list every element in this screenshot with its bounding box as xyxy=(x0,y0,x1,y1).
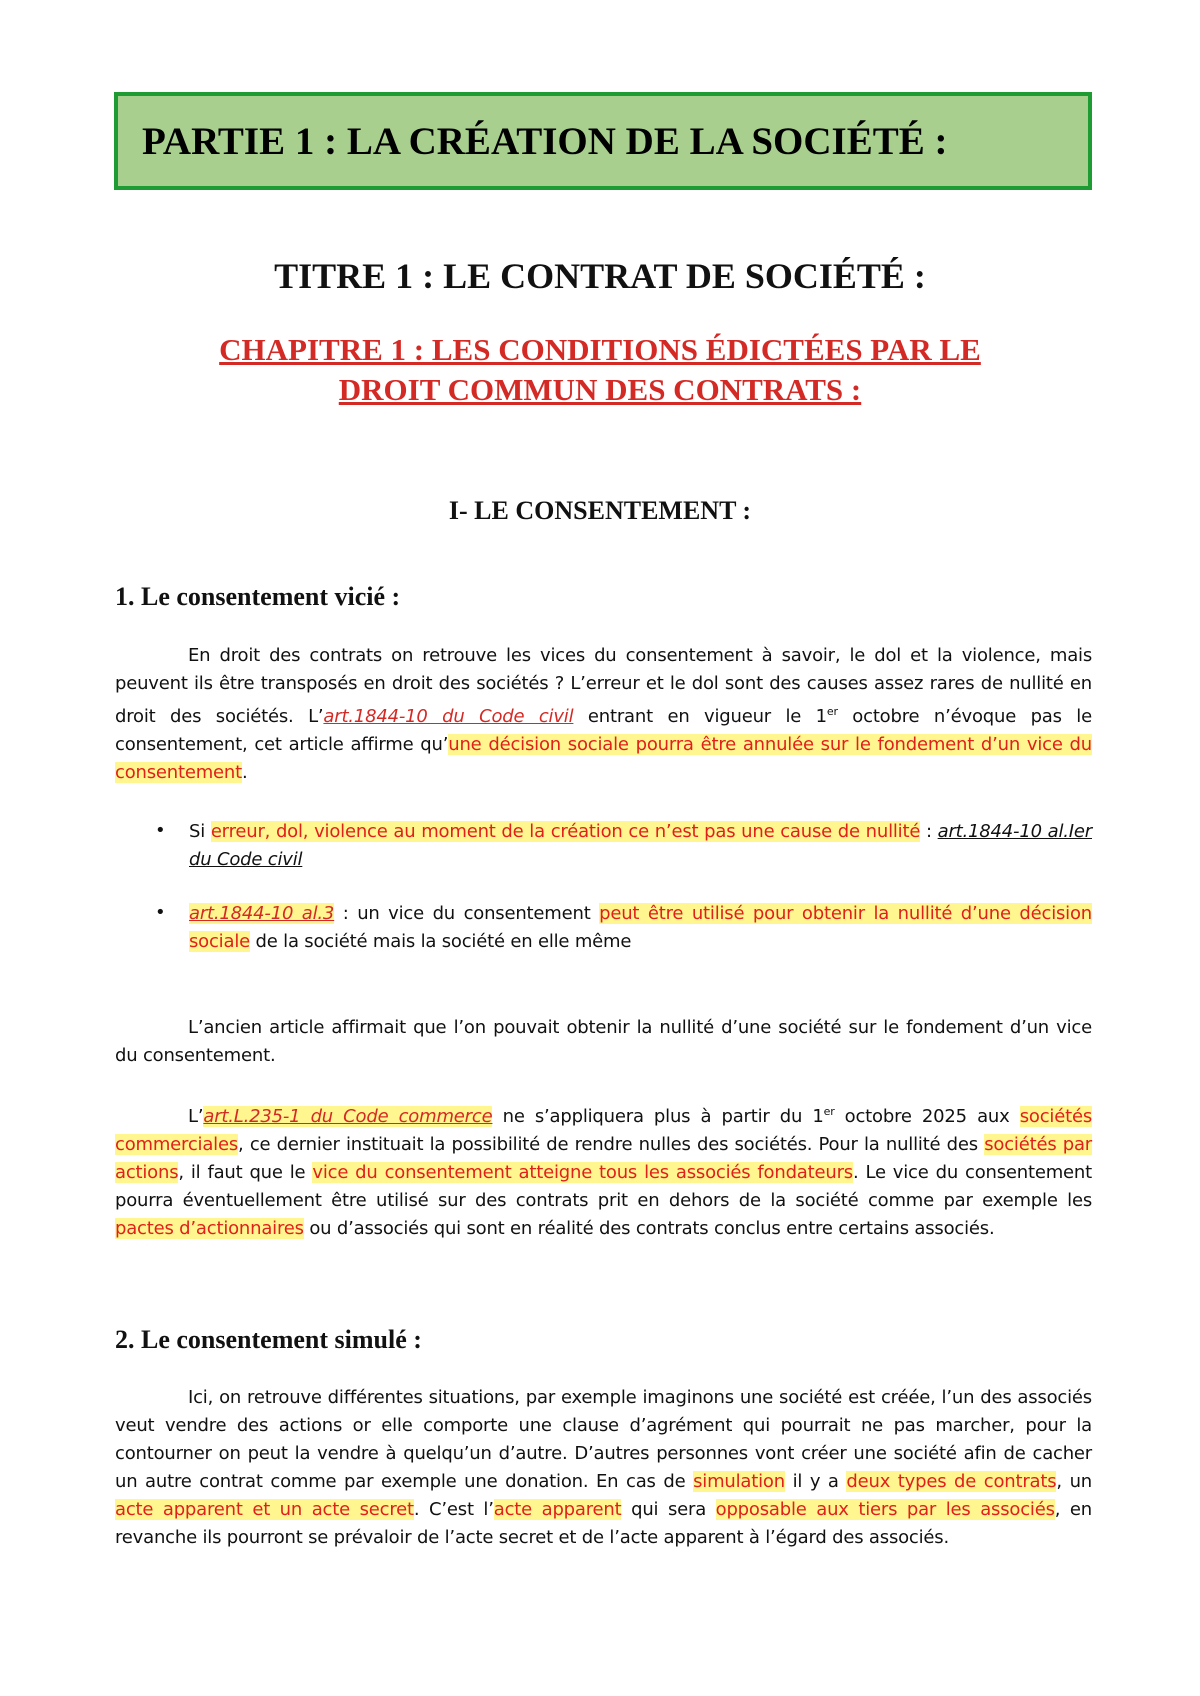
highlight: peut être utilisé pour obtenir la nullité d’une décision sociale xyxy=(189,903,1092,952)
chapitre-line-2: DROIT COMMUN DES CONTRATS : xyxy=(338,372,862,407)
paragraph-simulation: Ici, on retrouve différentes situations, par exemple imaginons une société est créée, l’un des associés veut vendre des actions or elle comporte une clause d’agrément qui pourrait ne pas marcher, pour la contourner on peut la vendre à quelqu’un d’autre. D’autres personnes vont créer une société afin de cacher un autre contrat comme par exemple une donation. En cas de simulation il y a deux types de contrats, un acte apparent et un acte secret. C’est l’acte apparent qui sera opposable aux tiers par les associés, en revanche ils pourront se prévaloir de l’acte secret et de l’acte apparent à l’égard des associés. xyxy=(115,1387,1092,1548)
bullet-icon: • xyxy=(155,820,166,841)
highlight: opposable aux tiers par les associés xyxy=(715,1499,1055,1520)
article-reference[interactable]: art.1844-10 al.3 xyxy=(189,903,335,924)
highlight: deux types de contrats xyxy=(846,1471,1057,1492)
bullet-item-2: art.1844-10 al.3 : un vice du consentement peut être utilisé pour obtenir la nullité d’une décision sociale de la société mais la société en elle même xyxy=(189,903,1092,952)
chapitre-heading xyxy=(0,330,1200,410)
partie-title: PARTIE 1 : LA CRÉATION DE LA SOCIÉTÉ : xyxy=(142,119,948,163)
highlight: sociétés par actions xyxy=(115,1134,1092,1183)
partie-title-box xyxy=(114,92,1092,190)
subheading-consentement-vicie: 1. Le consentement vicié : xyxy=(115,582,401,611)
highlight: pactes d’actionnaires xyxy=(115,1218,304,1239)
subheading-consentement-simule: 2. Le consentement simulé : xyxy=(115,1325,422,1354)
highlight: simulation xyxy=(693,1471,785,1492)
paragraph-vices: En droit des contrats on retrouve les vices du consentement à savoir, le dol et la violence, mais peuvent ils être transposés en droit des sociétés ? L’erreur et le dol sont des causes assez rares de nullité en droit des sociétés. L’art.1844-10 du Code civil entrant en vigueur le 1er octobre n’évoque pas le consentement, cet article affirme qu’une décision sociale pourra être annulée sur le fondement d’un vice du consentement. xyxy=(115,645,1092,783)
paragraph-ancien-article: L’ancien article affirmait que l’on pouvait obtenir la nullité d’une société sur le fondement d’un vice du consentement. xyxy=(115,1017,1092,1066)
highlight: acte apparent xyxy=(493,1499,622,1520)
article-reference[interactable]: art.1844-10 du Code civil xyxy=(323,706,574,727)
section-heading: I- LE CONSENTEMENT : xyxy=(448,496,752,525)
chapitre-line-1: CHAPITRE 1 : LES CONDITIONS ÉDICTÉES PAR LE xyxy=(219,332,981,367)
paragraph-l235-1: L’art.L.235-1 du Code commerce ne s’appliquera plus à partir du 1er octobre 2025 aux sociétés commerciales, ce dernier instituait la possibilité de rendre nulles des sociétés. Pour la nullité des sociétés par actions, il faut que le vice du consentement atteigne tous les associés fondateurs. Le vice du consentement pourra éventuellement être utilisé sur des contrats prit en dehors de la société comme par exemple les pactes d’actionnaires ou d’associés qui sont en réalité des contrats conclus entre certains associés. xyxy=(115,1105,1093,1239)
highlight: vice du consentement atteigne tous les associés fondateurs xyxy=(312,1162,853,1183)
highlight: acte apparent et un acte secret xyxy=(115,1499,414,1520)
bullet-item-1: Si erreur, dol, violence au moment de la création ce n’est pas une cause de nullité : art.1844-10 al.Ier du Code civil xyxy=(189,821,1092,870)
article-reference[interactable]: art.L.235-1 du Code commerce xyxy=(203,1106,493,1127)
highlight: erreur, dol, violence au moment de la création ce n’est pas une cause de nullité xyxy=(210,821,921,842)
titre-heading: TITRE 1 : LE CONTRAT DE SOCIÉTÉ : xyxy=(274,256,926,296)
highlight: une décision sociale pourra être annulée sur le fondement d’un vice du consentement xyxy=(115,734,1092,783)
bullet-icon: • xyxy=(155,902,166,923)
article-reference[interactable]: art.1844-10 al.Ier du Code civil xyxy=(189,821,1092,870)
highlight: sociétés commerciales xyxy=(115,1106,1093,1155)
